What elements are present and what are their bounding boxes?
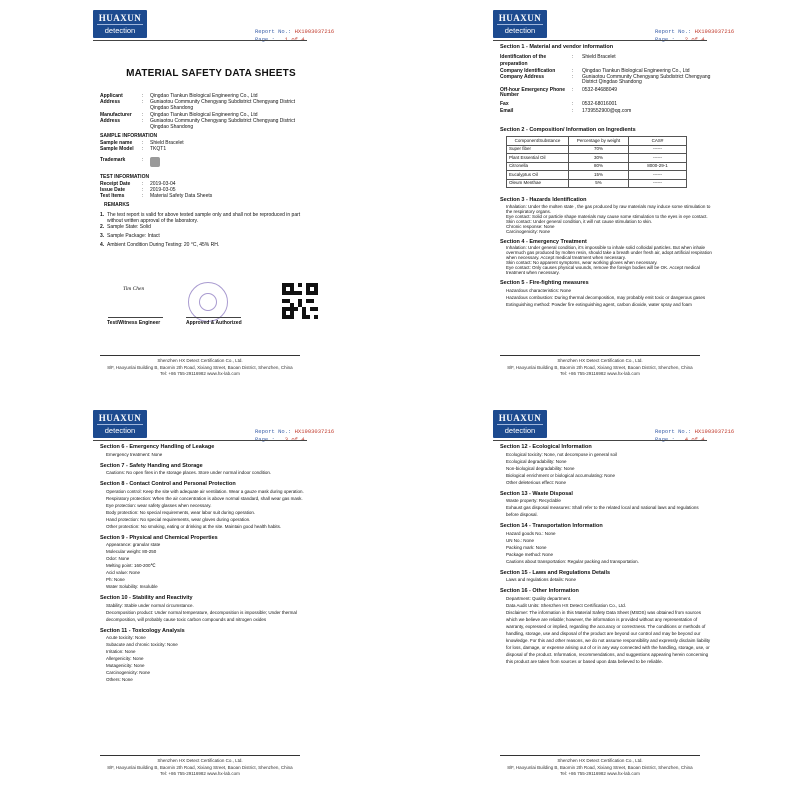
trademark-row: Trademark : [100, 157, 315, 167]
section-line: Disclaimer: The information in this Material Safety Data Sheet (MSDS) was obtained from sources which we believe are reliable; however, the information is provided without any representation of warranty, expressed or implied, regarding the accuracy or correctness. The conditions or methods of handling, storage, use and disposal of the product are beyond our control and may be beyond our knowledge. For this and other reasons, we do not assume responsibility and expressly disclaim liability for loss, damage, or expense arising out of or in any way connected with the handling, storage, use, or disposal of the product. Information, recommendations, and suggestions appearing herein concerning this product are taken from sources or based upon data believed to be reliable. [506, 609, 711, 664]
manufacturer-row: Manufacturer : Qingdao Tiankun Biological Engineering Co., Ltd [100, 111, 258, 118]
composition-table [506, 136, 687, 188]
page-number: 1 of 4 [284, 36, 305, 43]
section-line: Respiratory protection: When the air concentration is above normal standard, shall wear gas mask. [106, 495, 303, 501]
section-title: Section 15 - Laws and Regulations Details [500, 569, 611, 576]
page-footer: Shenzhen HX Detect Certification Co., Ltd. 8/F, Haoyunlai Building B, Baomin 2th Road, Xixiang Street, Baoan District, Shenzhen, China Tel: +86 755-29116982 www.hx-lab.com [500, 355, 700, 378]
section-line: Stability: Stable under normal circumstance. [106, 602, 194, 608]
section-line: Eye protection: wear safety glasses when necessary. [106, 502, 212, 508]
section-4-title: Section 4 - Emergency Treatment [500, 238, 587, 245]
section-line: UN No.: None [506, 537, 535, 543]
remarks-list [100, 212, 315, 248]
msds-page-2 [400, 0, 800, 400]
section-title: Section 8 - Contact Control and Personal Protection [100, 481, 236, 487]
section-body [500, 530, 712, 565]
section-title: Section 9 - Physical and Chemical Properties [100, 534, 218, 541]
section-line: Acid value: None [106, 570, 141, 575]
huaxun-logo [93, 10, 147, 38]
header-rule [493, 40, 707, 41]
document-title: MATERIAL SAFETY DATA SHEETS [126, 68, 296, 79]
logo-bottom-text: detection [104, 26, 136, 35]
msds-page-4 [400, 400, 800, 800]
report-number-block: Report No.: HX1903037216 Page : 4 of 4 [655, 428, 735, 443]
section-line: Cautions: No open fires in the storage places. Store under normal indoor condition. [106, 470, 272, 475]
sample-info-heading: SAMPLE INFORMATION [100, 133, 158, 140]
section-line: Water Solubility: Insoluble [106, 584, 158, 589]
huaxun-logo: HUAXUN detection [493, 410, 547, 438]
section-line: Hazard goods No.: None [506, 530, 556, 536]
page-label: Page : [255, 36, 275, 43]
table-row: Plant Essential Oil 30% ------ [507, 154, 687, 163]
engineer-label: Test/Witness Engineer [107, 320, 161, 326]
page-footer: Shenzhen HX Detect Certification Co., Ltd. 8/F, Haoyunlai Building B, Baomin 2th Road, Xixiang Street, Baoan District, Shenzhen, China Tel: +86 755-29116982 www.hx-lab.com [500, 755, 700, 778]
section-line: Others: None [106, 677, 133, 682]
section-line: Body protection: No special requirements, wear labor suit during operation. [106, 509, 256, 515]
section-body [500, 497, 712, 518]
page-footer: Shenzhen HX Detect Certification Co., Ltd. 8/F, Haoyunlai Building B, Baomin 2th Road, Xixiang Street, Baoan District, Shenzhen, China Tel: +86 755-29116982 www.hx-lab.com [100, 755, 300, 778]
section-title: Section 12 - Ecological Information [500, 444, 592, 450]
logo-top-text: HUAXUN [98, 13, 142, 23]
page2-body [500, 44, 712, 308]
remarks-heading: REMARKS [104, 202, 130, 209]
section-line: Mutagenicity: None [106, 663, 145, 668]
manufacturer-address-row: Address : Guniaotou Community Chengyang Subdistrict Chengyang District Qingdao Shandong [100, 117, 296, 131]
section-body [100, 488, 312, 530]
approved-label: Approved & Authorized [186, 320, 242, 326]
section-3-title: Section 3 - Hazards Identification [500, 197, 587, 203]
huaxun-logo: HUAXUN detection [93, 410, 147, 438]
qr-code-icon [282, 283, 318, 319]
page1-body [100, 93, 315, 248]
report-number-block [255, 28, 334, 44]
section-title: Section 16 - Other Information [500, 588, 579, 594]
msds-page-1 [0, 0, 400, 400]
sample-model-row: Sample Model : TKQT1 [100, 145, 167, 152]
section-4-body: Inhalation: Under general condition, it's impossible to inhale solid colloidal particles. But when inhale overmuch gas produced by molten resin, should take a breath under fresh air, adopt artificial respiration when necessary. Accept medical treatment when necessary. Skin contact: No apparent symptoms, wear working gloves when necessary. Eye contact: Only causes physical wounds, remove the foreign bodies will be OK. Accept medical treatment when necessary. [506, 245, 712, 275]
section-line: Exhaust gas disposal measures: Shall refer to the related local and national laws and regulations before disposal. [506, 505, 699, 517]
section-line: Department: Quality department. [506, 595, 572, 601]
section-line: Allergenicity: None [106, 656, 144, 661]
section-title: Section 6 - Emergency Handling of Leakage [100, 444, 215, 450]
section-line: Biological enrichment or biological accumulating: None [506, 472, 616, 478]
table-row: Oleum Menthae 5% ------ [507, 179, 687, 188]
section-line: Acute toxicity: None [106, 635, 146, 640]
section-line: Appearance: granular state [106, 542, 161, 547]
section-line: Decomposition product: Under normal temperature, decomposition is impossible; Under thermal decomposition, will probably cause toxic carbon compounds and nitrogen oxides [106, 609, 297, 622]
remark-item: 1. The test report is valid for above tested sample only and shall not be reproduced in part without written approval of the laboratory. [100, 211, 301, 224]
remark-item: 3. Sample Package: Intact [100, 232, 160, 239]
receipt-date-row: Receipt Date : 2019-03-04 [100, 180, 176, 187]
section-body [100, 602, 312, 623]
section-3-body: Inhalation: Under the molten state , the gas produced by raw materials may induce some stimulation to the respiratory organs. Eye contact: Solid or particle shape materials may cause some stimulation to the eyes in eye contact. Skin contact: Under general condition, it will not cause stimulation to skin. Chronic response: None Carcinogenicity: None [506, 203, 711, 234]
section-line: Molecular weight: 80-250 [106, 549, 157, 554]
section-line: Carcinogenicity: None [106, 670, 151, 675]
section-title: Section 10 - Stability and Reactivity [100, 595, 193, 601]
section-body [500, 595, 712, 665]
engineer-signature: Tim Chen [123, 286, 145, 292]
section-title: Section 11 - Toxicology Analysis [100, 627, 185, 634]
page3-body [100, 444, 312, 683]
table-row: Eucalyptus Oil 15% ------ [507, 171, 687, 180]
section-title: Section 14 - Transportation Information [500, 523, 603, 529]
sample-name-row: Sample name : Shield Bracelet [100, 139, 184, 146]
section-line: Hand protection: No special requirements, wear gloves during operation. [106, 516, 251, 522]
table-header-row: Component/Substance Percentage by weight CAS# [507, 137, 687, 146]
table-row: Citronella 80% 8000-29-1 [507, 162, 687, 171]
section-line: Package method: None [506, 551, 554, 557]
section-line: Laws and regulations details: None [506, 577, 577, 582]
section-body [100, 469, 312, 476]
section-line: Irritation: None [106, 649, 136, 654]
remark-item: 4. Ambient Condition During Testing: 20 °C, 45% RH. [100, 241, 220, 248]
report-number: HX1903037216 [294, 28, 335, 35]
test-info-heading: TEST INFORMATION [100, 174, 150, 181]
section-line: Other protection: No smoking, eating or drinking at the site. Maintain good health habits. [106, 523, 282, 529]
section-line: Data Audit Units: Shenzhen HX Detect Certification Co., Ltd. [506, 602, 627, 608]
page-footer: Shenzhen HX Detect Certification Co., Ltd. 8/F, Haoyunlai Building B, Baomin 2th Road, Xixiang Street, Baoan District, Shenzhen, China Tel: +86 755-29116982 www.hx-lab.com [100, 355, 300, 378]
section-line: Operation control: Keep the site with adequate air ventilation. Wear a gauze mask during operation. [106, 488, 304, 494]
huaxun-logo: HUAXUN detection [493, 10, 547, 38]
section-line: Packing mark: None [506, 544, 547, 550]
section-5-title: Section 5 - Fire-fighting measures [500, 280, 589, 286]
section-line: Odor: None [106, 556, 130, 561]
section-1-title: Section 1 - Material and vendor information [500, 44, 614, 50]
header-rule [493, 440, 707, 441]
section-body [100, 634, 312, 683]
section-5-body: Hazardous characteristics: None Hazardous combustion: During thermal decomposition, may probably emit toxic or dangerous gases Extinguishing method: Powder fire extinguishing agent, carbon dioxide, water spray and foam [506, 287, 706, 307]
approval-stamp-inner [199, 293, 217, 311]
section-line: Ecological toxicity: None, not decompose in general soil [506, 451, 618, 457]
section-line: Cautions about transportation: Regular packing and transportation. [506, 558, 639, 564]
section-line: Other deleterious effect: None [506, 479, 566, 485]
section-line: Emergency treatment: None [106, 451, 163, 457]
remark-item: 2. Sample State: Solid [100, 223, 151, 230]
section-body [500, 576, 712, 583]
section-body [100, 451, 312, 458]
section-body [100, 541, 312, 590]
applicant-address-row: Address : Guniaotou Community Chengyang Subdistrict Chengyang District Qingdao Shandong [100, 99, 296, 112]
trademark-icon [150, 157, 160, 167]
header-rule [93, 40, 307, 41]
applicant-row: Applicant : Qingdao Tiankun Biological Engineering Co., Ltd [100, 93, 258, 99]
section-line: Melting point: 160-200℃ [106, 563, 156, 568]
section-line: Ecological degradability: None [506, 458, 567, 464]
page4-body [500, 444, 712, 665]
approver-signature-line [186, 317, 241, 318]
report-label: Report No.: [255, 28, 292, 35]
test-items-row: Test Items : Material Safety Data Sheets [100, 193, 213, 200]
section-title: Section 13 - Waste Disposal [500, 490, 573, 497]
section-body [500, 451, 712, 486]
vendor-info: Identification of the preparation : Shield Bracelet Company Identification : Qingdao Tiankun Biological Engineering Co., Ltd Company Address : Guniaotou Community Chengyang Subdistrict Chengyang District Qingdao Shandong Off-hour Emergency Phone Number : 0532-84688049 Fax : 0532-68016001 Email : 1739552900@qq.com [500, 53, 711, 114]
section-line: Waste property: Recyclable [506, 498, 561, 503]
issue-date-row: Issue Date : 2019-03-05 [100, 186, 176, 193]
section-line: Non-biological degradability: None [506, 465, 575, 471]
engineer-signature-line [108, 317, 163, 318]
header-rule [93, 440, 307, 441]
section-title: Section 7 - Safety Handing and Storage [100, 462, 203, 469]
section-2-title: Section 2 - Composition/ Information on Ingredients [500, 126, 636, 133]
section-line: Ph: None [106, 577, 125, 582]
report-number-block: Report No.: HX1903037216 Page : 3 of 4 [255, 428, 335, 443]
msds-page-3 [0, 400, 400, 800]
table-row: Super fiber 70% ------ [507, 145, 687, 154]
report-number-block: Report No.: HX1903037216 Page : 2 of 4 [655, 28, 735, 43]
section-line: Subacute and chronic toxicity: None [106, 642, 178, 647]
